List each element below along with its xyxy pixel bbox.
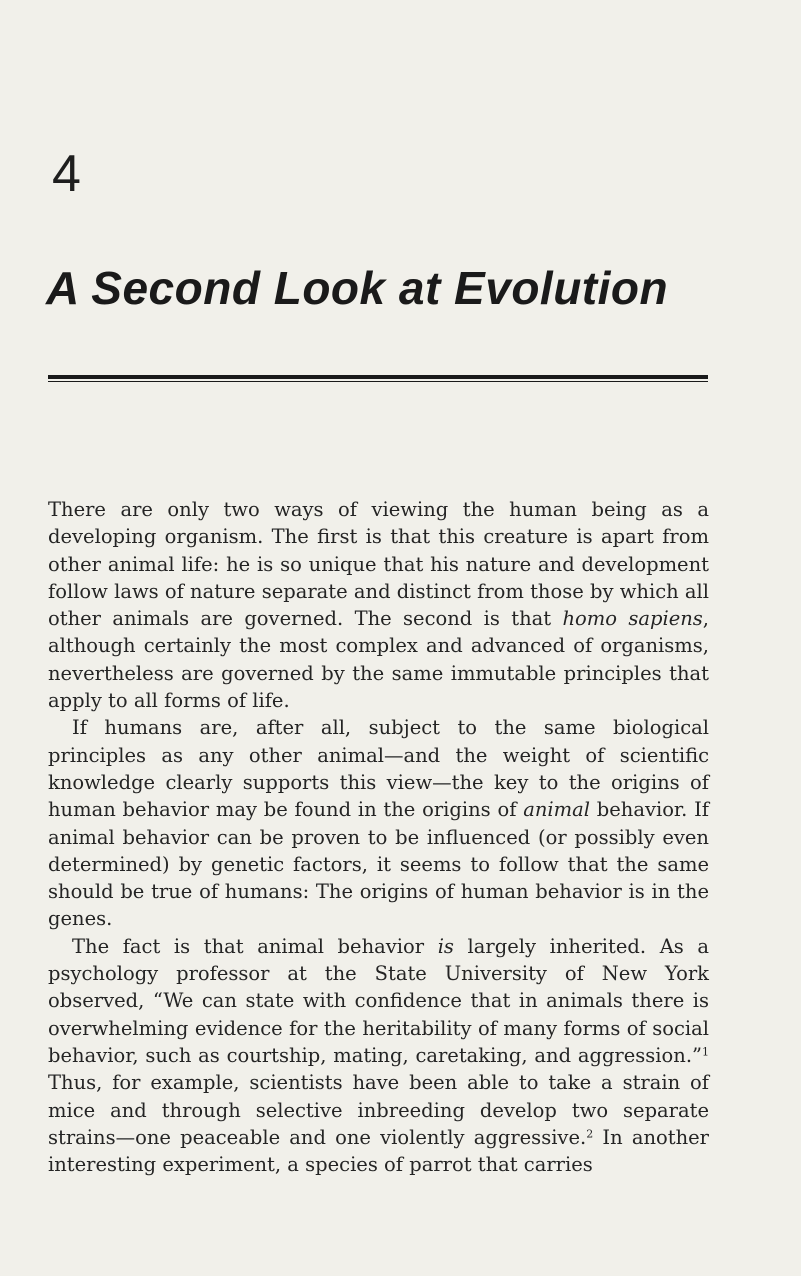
title-divider bbox=[48, 375, 708, 382]
italic-text: homo sapiens bbox=[562, 607, 703, 631]
chapter-title: A Second Look at Evolution bbox=[46, 262, 669, 314]
footnote-ref: 1 bbox=[702, 1045, 709, 1059]
paragraph bbox=[48, 714, 709, 932]
text-run: largely inherited. As a psychology professor at the State University of New York observed, “We can state with confidence that in animals there is overwhelming evidence for the heritability of many forms of social behavior, such as courtship, mating, caretaking, and aggression.” bbox=[48, 934, 710, 1067]
text-run: There are only two ways of viewing the human being as a developing organism. The first is that this creature is apart from other animal life: he is so unique that his nature and development follow laws of nature separate and distinct from those by which all other animals are governed. The second is that bbox=[48, 498, 709, 631]
italic-text: is bbox=[437, 934, 454, 958]
paragraph bbox=[48, 933, 709, 1179]
body-text bbox=[48, 496, 709, 1178]
text-run: behavior. If animal behavior can be proven to be influenced (or possibly even determined) by genetic factors, it seems to follow that the same should be true of humans: The origins of human behavior is in the genes. bbox=[48, 798, 709, 931]
footnote-ref: 2 bbox=[586, 1127, 594, 1141]
text-run: In another interesting experiment, a species of parrot that carries bbox=[48, 1125, 709, 1177]
text-run: Thus, for example, scientists have been able to take a strain of mice and through selective inbreeding develop two separate strains—one peaceable and one violently aggressive. bbox=[48, 1071, 709, 1149]
text-run: If humans are, after all, subject to the same biological principles as any other animal—and the weight of scientific knowledge clearly supports this view—the key to the origins of human behavior may be found in the origins of bbox=[48, 716, 709, 822]
text-run: The fact is that animal behavior bbox=[72, 934, 438, 958]
chapter-number: 4 bbox=[52, 145, 81, 203]
italic-text: animal bbox=[523, 798, 590, 822]
text-run: , although certainly the most complex and advanced of organisms, nevertheless are governed by the same immutable principles that apply to all forms of life. bbox=[48, 607, 709, 713]
paragraph bbox=[48, 496, 709, 714]
